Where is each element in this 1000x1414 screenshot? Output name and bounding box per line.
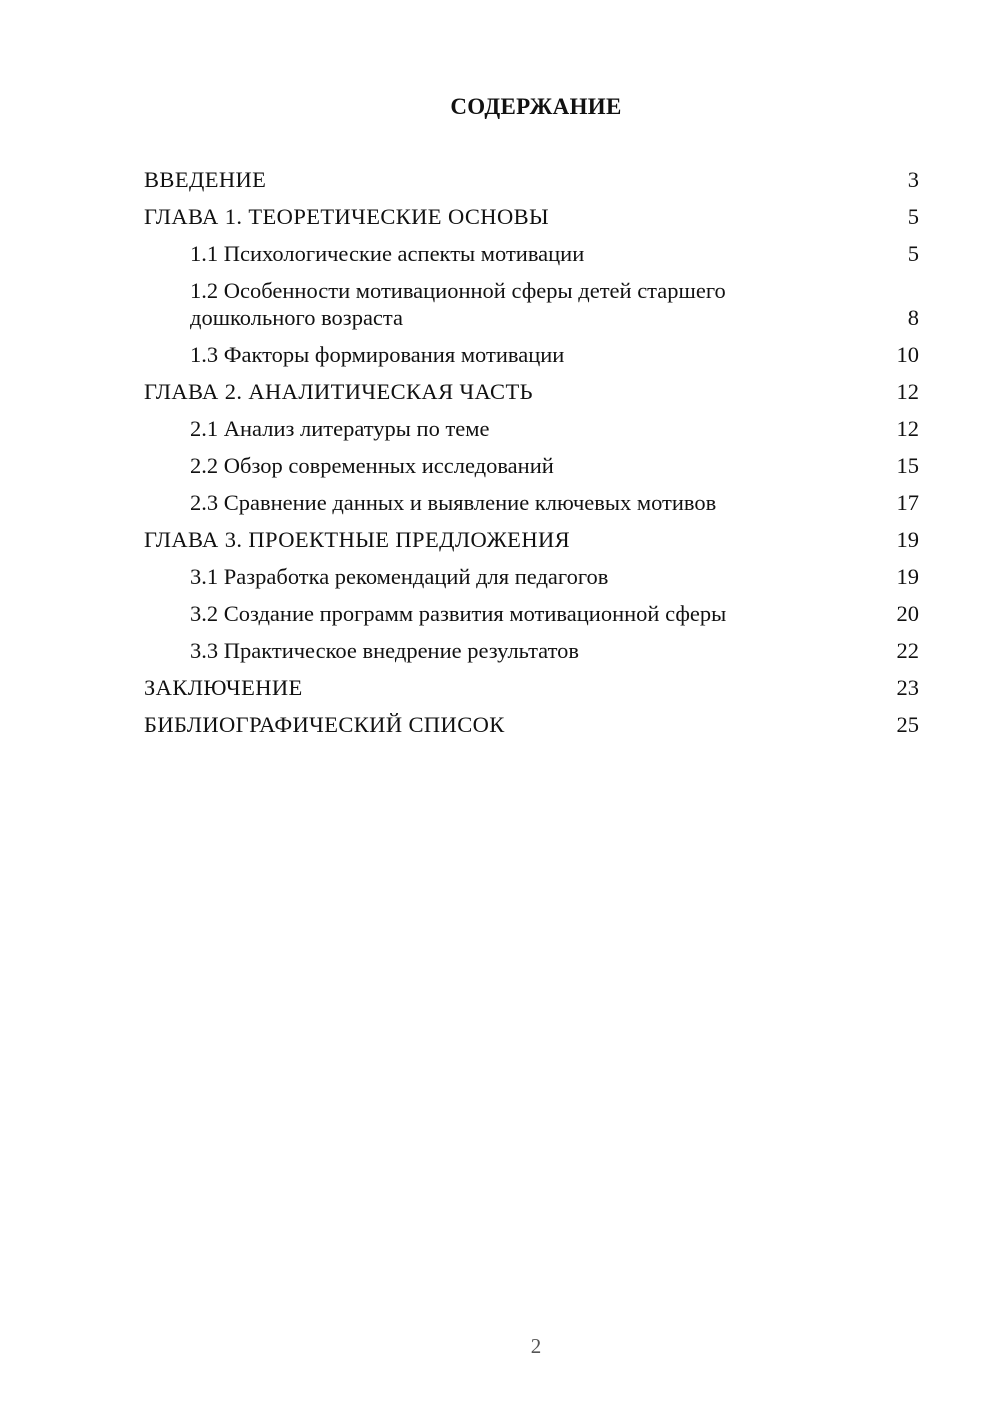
toc-entry-page: 12 <box>896 416 919 441</box>
toc-entry-page: 12 <box>896 379 919 404</box>
toc-entry-conclusion[interactable] <box>144 674 919 701</box>
toc-entry-label: 3.3 Практическое внедрение результатов <box>190 638 579 663</box>
table-of-contents <box>144 166 919 748</box>
toc-entry-section-3-3[interactable] <box>144 637 919 664</box>
toc-entry-label: 1.2 Особенности мотивационной сферы детей старшего дошкольного возраста <box>190 278 726 330</box>
toc-entry-chapter-3[interactable] <box>144 526 919 553</box>
toc-entry-page: 8 <box>907 305 919 330</box>
toc-entry-chapter-2[interactable] <box>144 378 919 405</box>
toc-entry-page: 22 <box>896 638 919 663</box>
toc-entry-label: 1.1 Психологические аспекты мотивации <box>190 241 585 266</box>
page-number: 2 <box>530 1334 542 1358</box>
toc-entry-section-2-2[interactable] <box>144 452 919 479</box>
toc-entry-page: 15 <box>896 453 919 478</box>
toc-entry-label: ЗАКЛЮЧЕНИЕ <box>144 675 303 700</box>
toc-entry-introduction[interactable] <box>144 166 919 193</box>
toc-entry-section-2-1[interactable] <box>144 415 919 442</box>
toc-entry-section-3-2[interactable] <box>144 600 919 627</box>
toc-entry-section-2-3[interactable] <box>144 489 919 516</box>
toc-entry-page: 3 <box>907 167 919 192</box>
toc-entry-bibliography[interactable] <box>144 711 919 738</box>
toc-entry-chapter-1[interactable] <box>144 203 919 230</box>
toc-entry-page: 20 <box>896 601 919 626</box>
toc-entry-section-1-1[interactable] <box>144 240 919 267</box>
toc-entry-page: 5 <box>907 241 919 266</box>
toc-entry-page: 10 <box>896 342 919 367</box>
toc-entry-label: 2.1 Анализ литературы по теме <box>190 416 490 441</box>
toc-entry-label: 2.2 Обзор современных исследований <box>190 453 554 478</box>
toc-entry-label: ГЛАВА 3. ПРОЕКТНЫЕ ПРЕДЛОЖЕНИЯ <box>144 527 571 552</box>
toc-entry-label: ВВЕДЕНИЕ <box>144 167 267 192</box>
toc-entry-label: 3.1 Разработка рекомендаций для педагогов <box>190 564 609 589</box>
toc-entry-page: 19 <box>896 527 919 552</box>
toc-entry-section-1-3[interactable] <box>144 341 919 368</box>
toc-entry-page: 17 <box>896 490 919 515</box>
toc-entry-label: 3.2 Создание программ развития мотивационной сферы <box>190 601 727 626</box>
toc-entry-page: 5 <box>907 204 919 229</box>
toc-entry-label: БИБЛИОГРАФИЧЕСКИЙ СПИСОК <box>144 712 505 737</box>
toc-entry-label: 2.3 Сравнение данных и выявление ключевых мотивов <box>190 490 717 515</box>
toc-title: СОДЕРЖАНИЕ <box>450 94 622 119</box>
toc-entry-section-3-1[interactable] <box>144 563 919 590</box>
toc-entry-section-1-2[interactable] <box>144 277 919 331</box>
toc-entry-page: 19 <box>896 564 919 589</box>
toc-entry-label: 1.3 Факторы формирования мотивации <box>190 342 565 367</box>
toc-entry-label: ГЛАВА 1. ТЕОРЕТИЧЕСКИЕ ОСНОВЫ <box>144 204 550 229</box>
toc-entry-page: 25 <box>896 712 919 737</box>
toc-entry-page: 23 <box>896 675 919 700</box>
toc-entry-label: ГЛАВА 2. АНАЛИТИЧЕСКАЯ ЧАСТЬ <box>144 379 533 404</box>
